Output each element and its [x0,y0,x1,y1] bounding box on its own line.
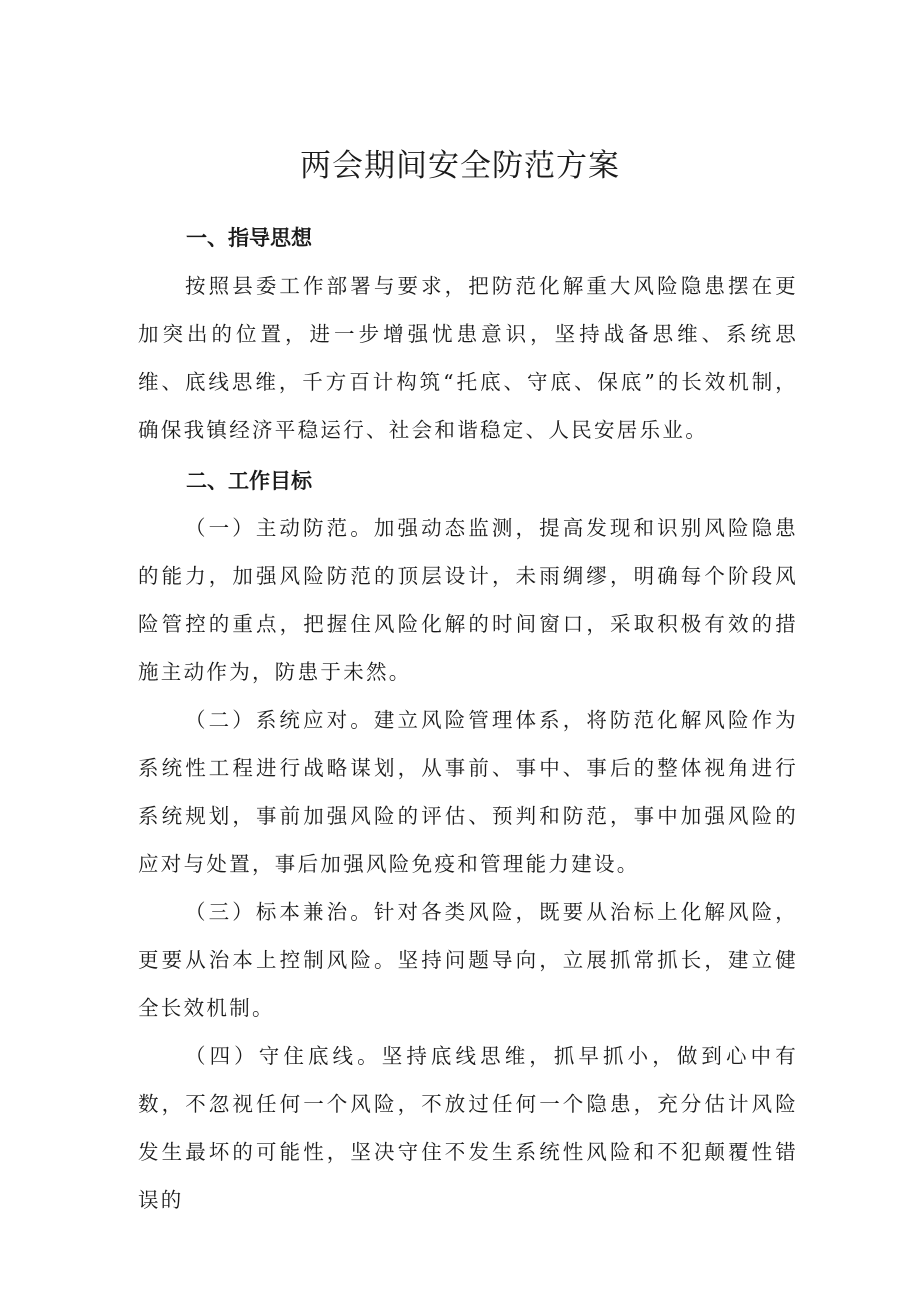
paragraph-guiding-ideology: 按照县委工作部署与要求，把防范化解重大风险隐患摆在更加突出的位置，进一步增强忧患意识，坚持战备思维、系统思维、底线思维，千方百计构筑“托底、守底、保底”的长效机制，确保我镇经济平稳运行、社会和谐稳定、人民安居乐业。 [138,274,798,442]
document-title: 两会期间安全防范方案 [300,148,620,184]
section-heading-work-goals: 二、工作目标 [186,469,312,493]
paragraph-hold-bottom-line: （四）守住底线。坚持底线思维，抓早抓小，做到心中有数，不忽视任何一个风险，不放过任何一个隐患，充分估计风险发生最坏的可能性，坚决守住不发生系统性风险和不犯颠覆性错误的 [138,1044,798,1212]
paragraph-systematic-response: （二）系统应对。建立风险管理体系，将防范化解风险作为系统性工程进行战略谋划，从事前、事中、事后的整体视角进行系统规划，事前加强风险的评估、预判和防范，事中加强风险的应对与处置，事后加强风险免疫和管理能力建设。 [138,708,798,876]
paragraph-active-prevention: （一）主动防范。加强动态监测，提高发现和识别风险隐患的能力，加强风险防范的顶层设计，未雨绸缪，明确每个阶段风险管控的重点，把握住风险化解的时间窗口，采取积极有效的措施主动作为，防患于未然。 [138,516,798,684]
paragraph-root-and-symptoms: （三）标本兼治。针对各类风险，既要从治标上化解风险，更要从治本上控制风险。坚持问题导向，立展抓常抓长，建立健全长效机制。 [138,900,798,1020]
section-heading-guiding-ideology: 一、指导思想 [186,226,312,250]
